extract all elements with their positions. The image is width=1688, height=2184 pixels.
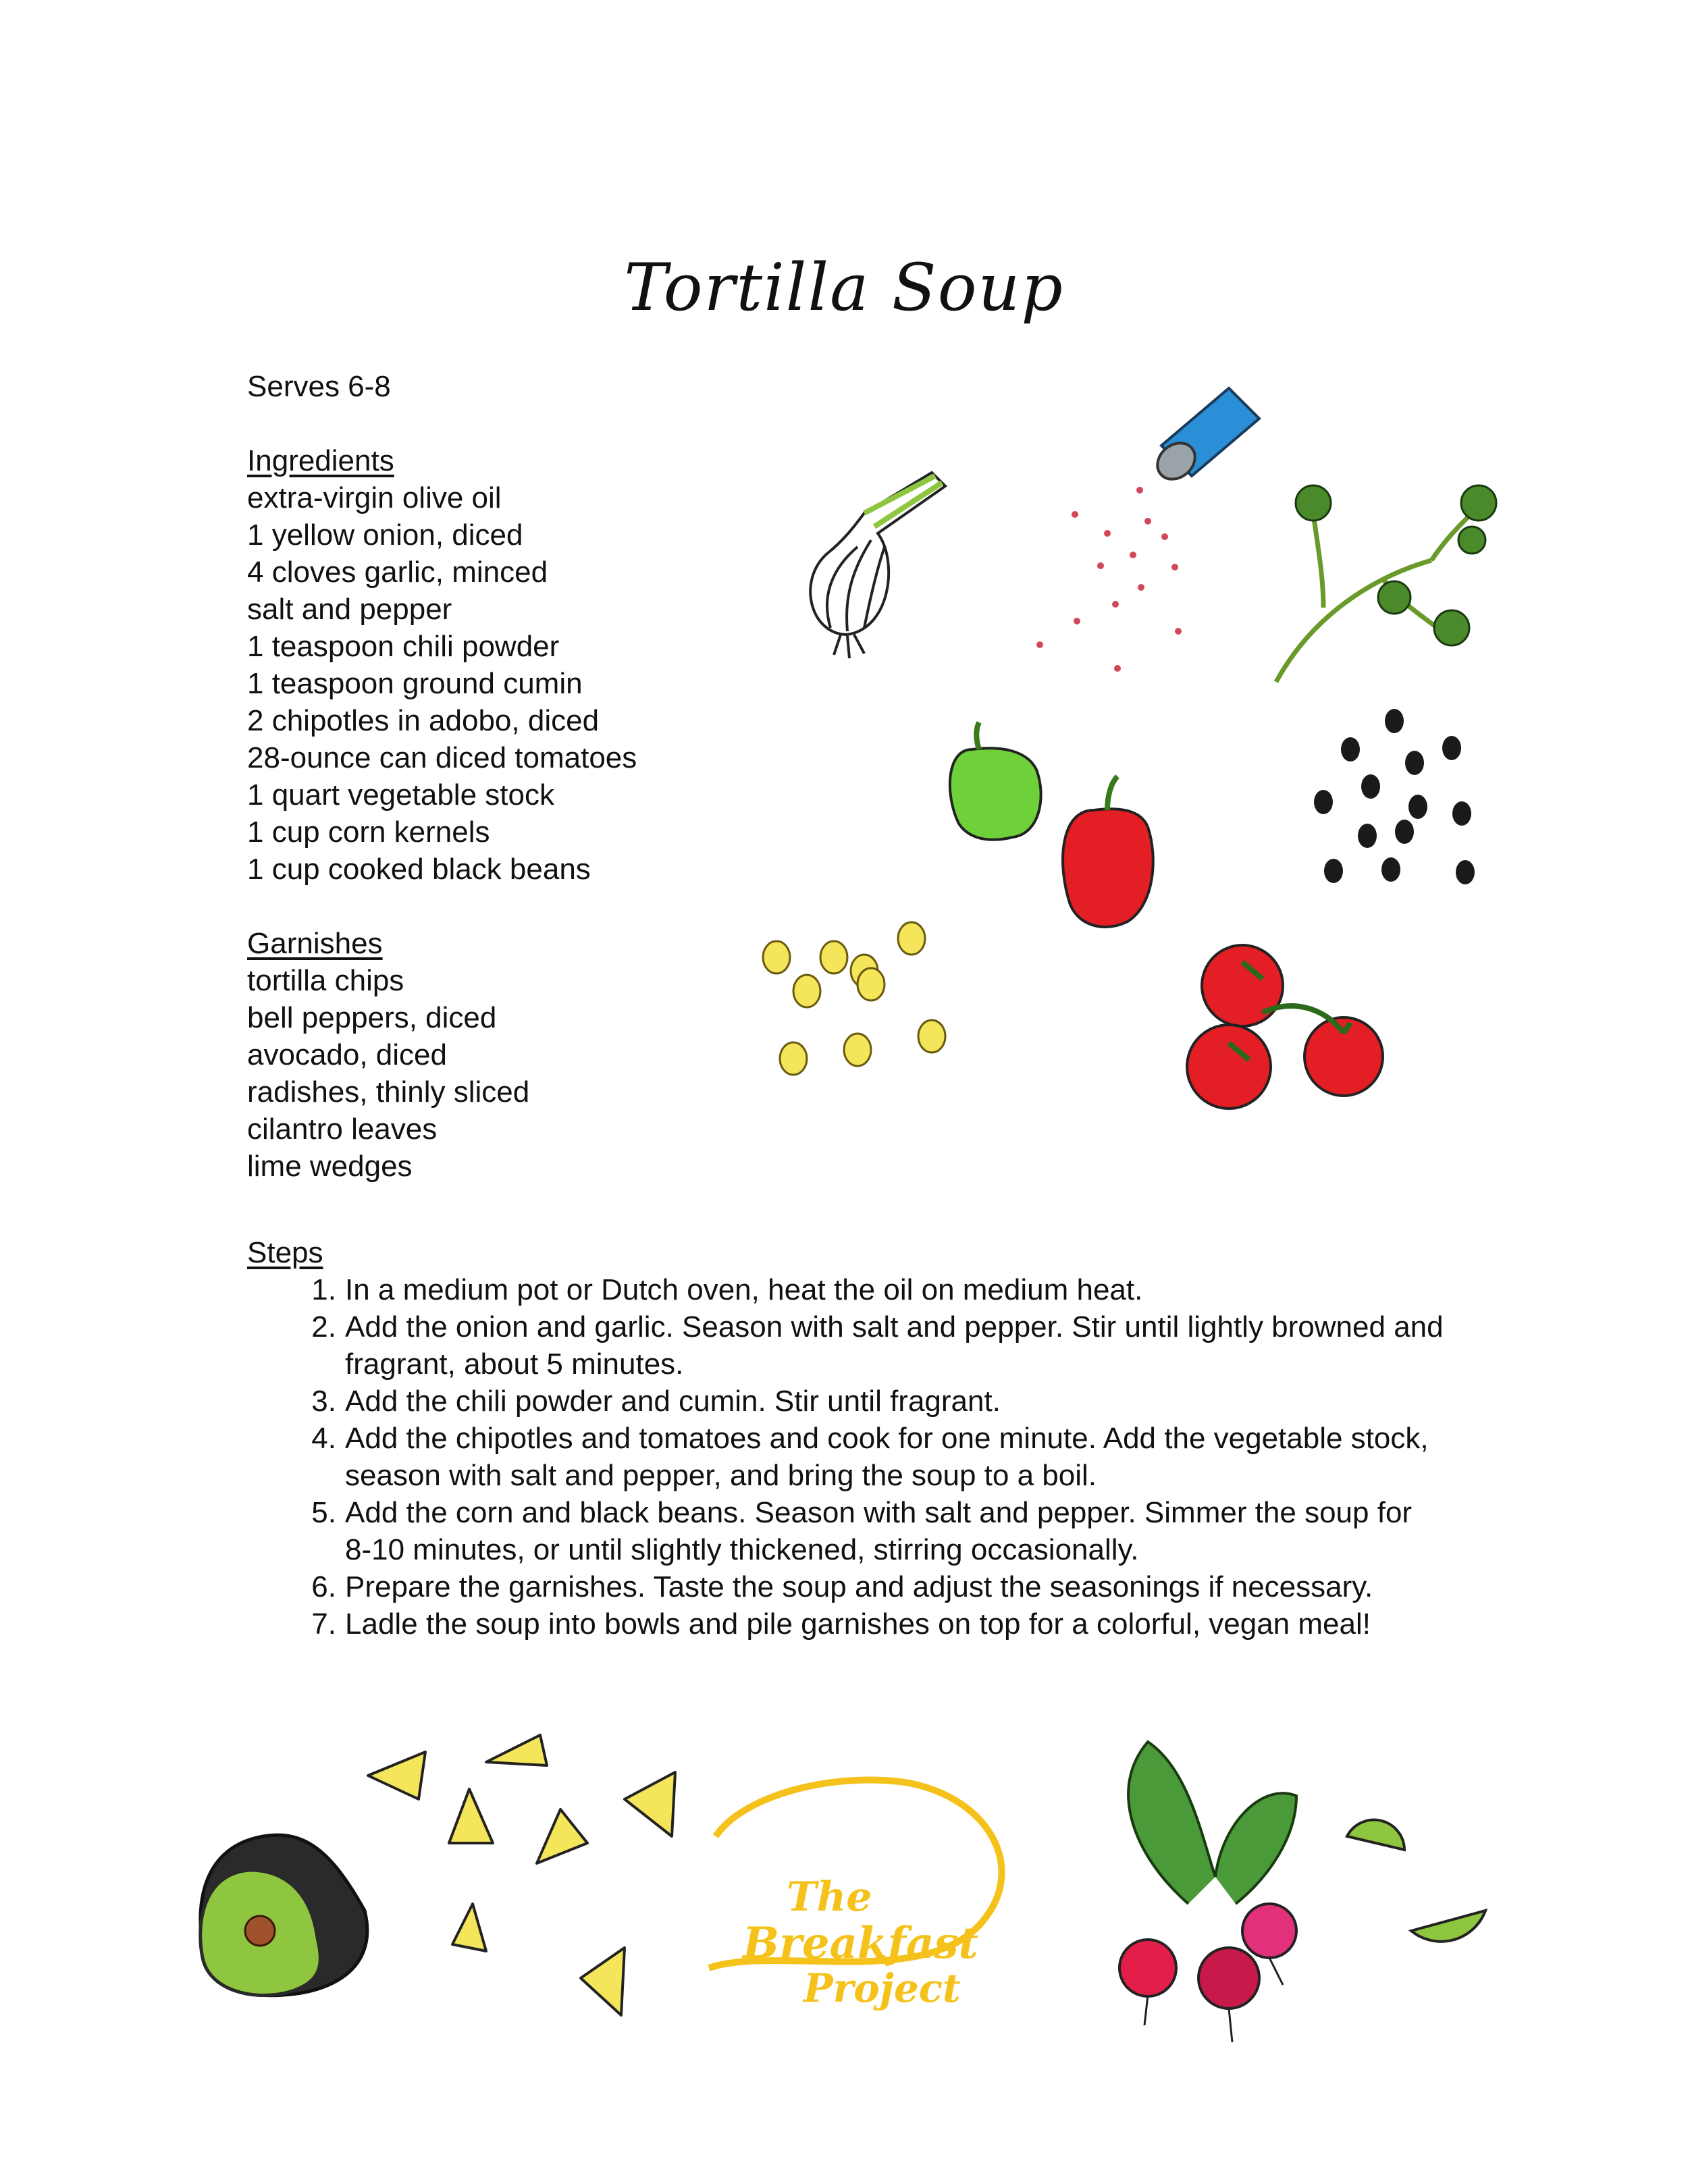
step-item: 2. Add the onion and garlic. Season with salt and pepper. Stir until lightly browned and fragrant, about 5 minutes. (311, 1310, 1444, 1381)
breakfast-project-logo (709, 1780, 1002, 2011)
ingredient-item: 28-ounce can diced tomatoes (247, 741, 637, 774)
steps-heading: Steps (247, 1236, 323, 1269)
garnish-item: bell peppers, diced (247, 1001, 497, 1034)
step-item: 4. Add the chipotles and tomatoes and cook for one minute. Add the vegetable stock, season with salt and pepper, and bring the soup to a boil. (311, 1422, 1429, 1492)
black-beans-icon (1314, 709, 1475, 884)
step-item: 6. Prepare the garnishes. Taste the soup and adjust the seasonings if necessary. (311, 1570, 1373, 1603)
svg-text:Breakfast: Breakfast (743, 1918, 978, 1969)
lime-wedges-icon (1347, 1820, 1485, 1942)
ingredients-list (247, 479, 1260, 888)
garnishes-heading: Garnishes (247, 927, 383, 960)
garnish-item: lime wedges (247, 1150, 413, 1183)
recipe-body (247, 368, 1444, 1643)
garnish-item: cilantro leaves (247, 1113, 438, 1146)
garnish-item: tortilla chips (247, 964, 404, 997)
ingredient-item: 1 cup corn kernels (247, 816, 490, 849)
steps-list (247, 1271, 1444, 1643)
svg-text:The: The (787, 1873, 872, 1921)
step-item: 3. Add the chili powder and cumin. Stir until fragrant. (311, 1385, 1001, 1418)
ingredient-item: 1 yellow onion, diced (247, 518, 523, 552)
serves-text: Serves 6-8 (247, 370, 391, 403)
svg-text:Project: Project (803, 1965, 961, 2011)
garnish-item: radishes, thinly sliced (247, 1075, 530, 1109)
ingredient-item: 1 teaspoon chili powder (247, 630, 560, 663)
step-item: 5. Add the corn and black beans. Season with salt and pepper. Simmer the soup for 8-10 minutes, or until slightly thickened, stirring occasionally. (311, 1496, 1413, 1566)
ingredient-item: 2 chipotles in adobo, diced (247, 704, 600, 737)
page-title: Tortilla Soup (624, 250, 1064, 325)
ingredients-heading: Ingredients (247, 444, 394, 477)
garnish-item: avocado, diced (247, 1038, 447, 1071)
ingredient-item: salt and pepper (247, 593, 452, 626)
cilantro-icon (1276, 485, 1496, 682)
ingredient-item: 1 cup cooked black beans (247, 853, 591, 886)
ingredient-item: 4 cloves garlic, minced (247, 556, 548, 589)
avocado-icon (201, 1835, 367, 1996)
ingredient-item: 1 teaspoon ground cumin (247, 667, 583, 700)
step-item: 7. Ladle the soup into bowls and pile garnishes on top for a colorful, vegan meal! (311, 1607, 1371, 1641)
ingredient-item: extra-virgin olive oil (247, 481, 502, 514)
garnishes-list (247, 962, 1260, 1185)
radishes-icon (1119, 1742, 1296, 2042)
step-item: 1. In a medium pot or Dutch oven, heat the oil on medium heat. (311, 1273, 1143, 1306)
ingredient-item: 1 quart vegetable stock (247, 778, 554, 811)
tortilla-chips-icon (368, 1735, 675, 2015)
